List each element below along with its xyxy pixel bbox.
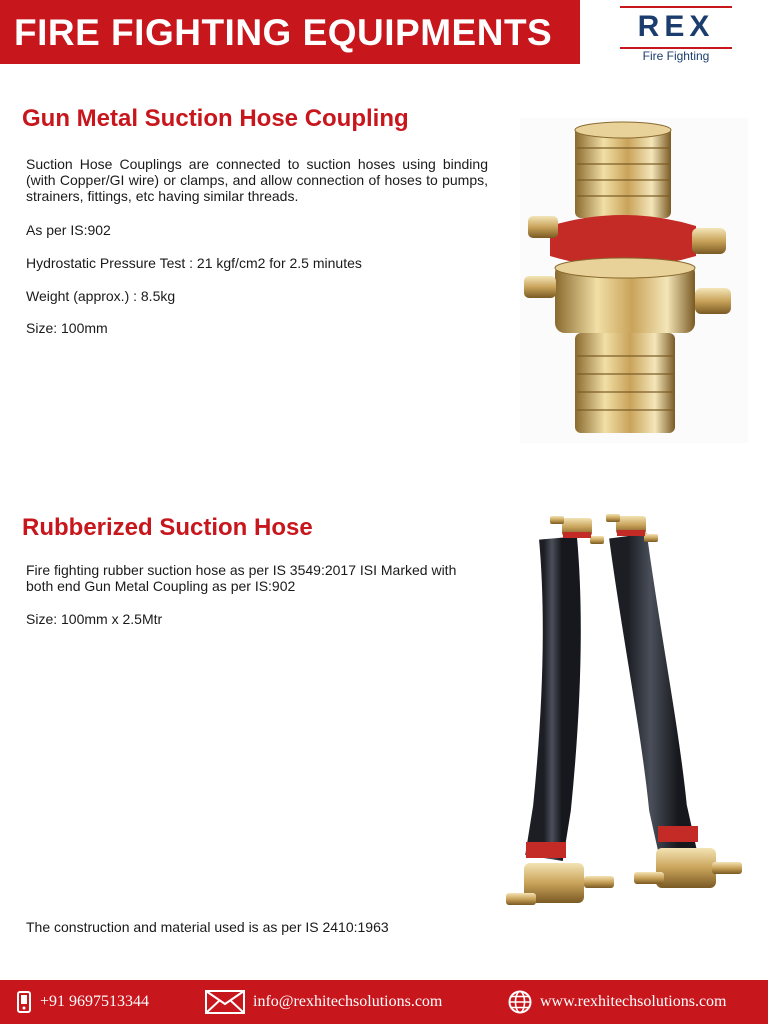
- hose-size: Size: 100mm x 2.5Mtr: [26, 611, 163, 627]
- phone-icon: [16, 991, 32, 1013]
- coupling-pressure-test: Hydrostatic Pressure Test : 21 kgf/cm2 for 2.5 minutes: [26, 255, 362, 271]
- mail-icon: [205, 990, 245, 1014]
- coupling-description: Suction Hose Couplings are connected to suction hoses using binding (with Copper/GI wire) or clamps, and allow connection of hoses to pumps, strainers, fittings, etc having similar threads.: [26, 156, 488, 204]
- coupling-illustration: [520, 118, 748, 443]
- hose-construction: The construction and material used is as per IS 2410:1963: [26, 919, 389, 935]
- footer-bar: [0, 980, 768, 1024]
- footer-website[interactable]: [508, 980, 726, 1024]
- hose-description: Fire fighting rubber suction hose as per IS 3549:2017 ISI Marked with both end Gun Metal Coupling as per IS:902: [26, 562, 457, 594]
- header-banner: [0, 0, 580, 64]
- company-logo: [620, 6, 732, 66]
- logo-name: REX: [637, 10, 715, 43]
- phone-number[interactable]: +91 9697513344: [40, 993, 150, 1010]
- hose-photo: [500, 508, 750, 923]
- email-address[interactable]: info@rexhitechsolutions.com: [253, 993, 443, 1010]
- footer-phone[interactable]: [16, 980, 149, 1024]
- globe-icon: [508, 990, 532, 1014]
- coupling-photo: [520, 118, 748, 443]
- coupling-weight: Weight (approx.) : 8.5kg: [26, 288, 176, 304]
- hose-title: Rubberized Suction Hose: [22, 514, 313, 541]
- hose-illustration: [500, 508, 750, 923]
- coupling-size: Size: 100mm: [26, 320, 108, 336]
- logo-rule-top: [620, 6, 732, 8]
- website-url[interactable]: www.rexhitechsolutions.com: [540, 993, 727, 1010]
- footer-email[interactable]: [205, 980, 442, 1024]
- page-title: FIRE FIGHTING EQUIPMENTS: [14, 12, 553, 53]
- coupling-standard: As per IS:902: [26, 222, 111, 238]
- coupling-title: Gun Metal Suction Hose Coupling: [22, 105, 409, 132]
- logo-tagline: Fire Fighting: [642, 49, 710, 63]
